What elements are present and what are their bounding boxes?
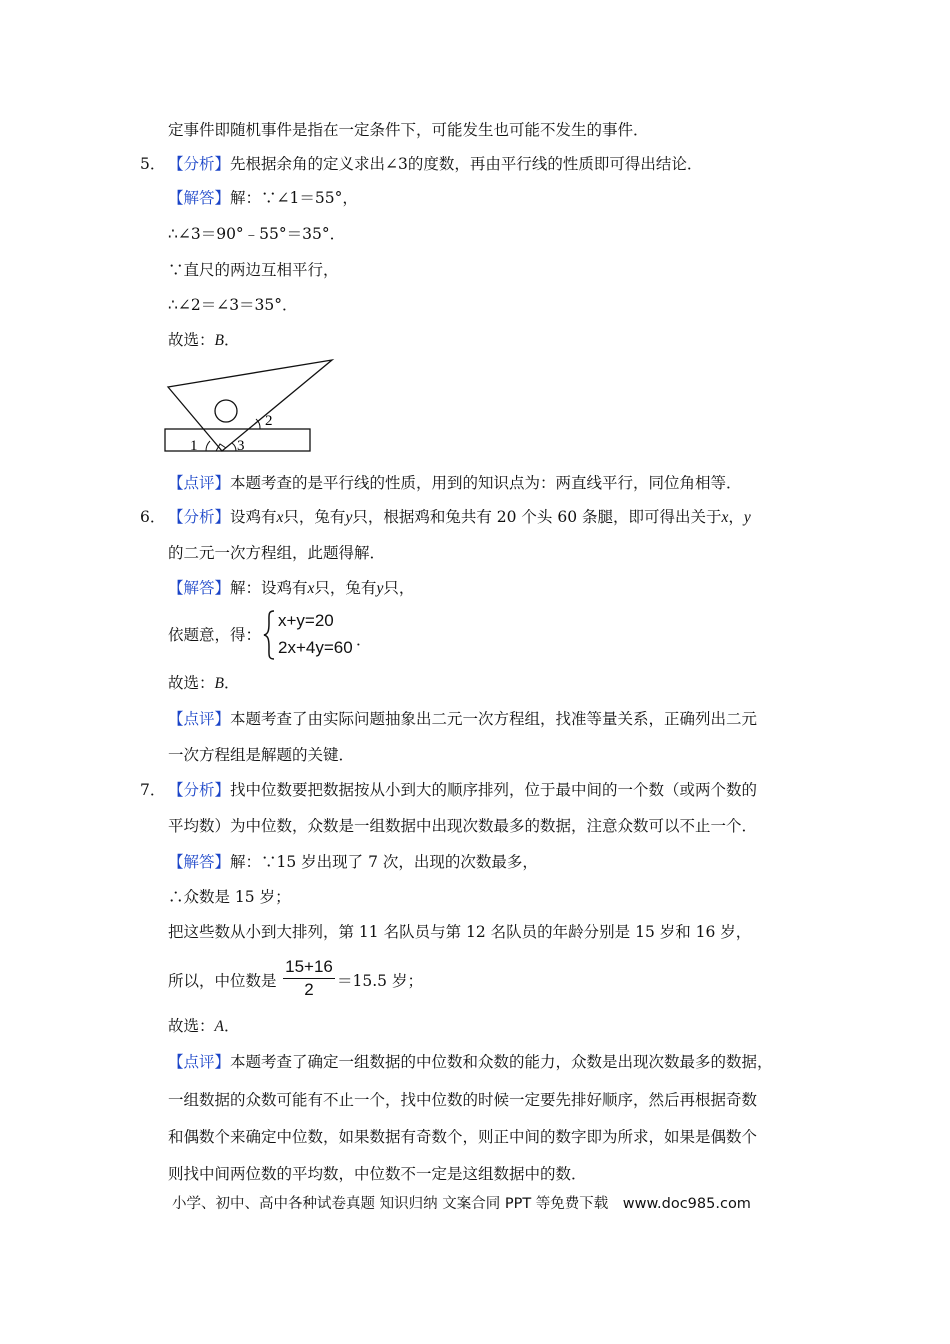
equation-2: 2x+4y=60 (278, 638, 353, 657)
footer-download-note: 小学、初中、高中各种试卷真题 知识归纳 文案合同 PPT 等免费下载 www.doc985.com (172, 1196, 751, 1212)
q6-system-prefix: 依题意，得： (168, 626, 262, 644)
var-y: y (743, 509, 751, 526)
analysis-tag: 【分析】 (168, 155, 231, 173)
q7-review-line-3: 和偶数个来确定中位数，如果数据有奇数个，则正中间的数字即为所求，如果是偶数个 (168, 1128, 758, 1146)
answer-tag: 【解答】 (168, 189, 231, 207)
q7-answer-prefix: 所以，中位数是 (168, 972, 277, 990)
equation-1: x+y=20 (278, 611, 334, 630)
q7-answer-suffix: ＝15.5 岁； (337, 972, 423, 990)
q5-answer-text-1: 解：∵∠1＝55°， (230, 189, 358, 207)
q5-analysis (168, 154, 702, 174)
text: 只，兔有 (283, 508, 346, 526)
label-angle-3: 3 (237, 438, 245, 454)
q7-review-line-1 (168, 1052, 773, 1072)
q5-answer-line-2: ∴∠3＝90°﹣55°＝35°． (168, 225, 346, 243)
analysis-tag: 【分析】 (168, 508, 231, 526)
fraction-denominator: 2 (304, 980, 314, 999)
choice-letter: B (214, 332, 224, 349)
fraction-numerator: 15+16 (285, 957, 333, 976)
text: 本题考查了确定一组数据的中位数和众数的能力，众数是出现次数最多的数据， (230, 1053, 773, 1071)
label-angle-2: 2 (265, 413, 273, 429)
fraction-bar (283, 978, 335, 979)
triangle-hole (215, 400, 237, 422)
left-brace-icon (262, 609, 276, 661)
angle-3-arc (232, 443, 236, 451)
choice-letter: B (214, 675, 224, 692)
q7-answer-line-2: ∴众数是 15 岁； (168, 888, 291, 906)
q5-answer-line-4: ∴∠2＝∠3＝35°． (168, 296, 298, 314)
q6-choice (168, 673, 240, 694)
label-angle-1: 1 (190, 438, 198, 454)
var-x: x (307, 580, 315, 597)
review-tag: 【点评】 (168, 710, 231, 728)
var-x: x (276, 509, 284, 526)
q6-analysis-line-2: 的二元一次方程组，此题得解． (168, 544, 386, 562)
q5-choice (168, 330, 240, 351)
q5-review (168, 473, 742, 493)
text: ， (728, 508, 744, 526)
q5-answer-line-1 (168, 188, 358, 208)
choice-prefix: 故选： (168, 674, 215, 692)
choice-suffix: ． (223, 674, 240, 692)
var-y: y (376, 580, 384, 597)
q7-answer-line-3: 把这些数从小到大排列，第 11 名队员与第 12 名队员的年龄分别是 15 岁和 16 岁， (168, 923, 752, 941)
q6-number: 6． (140, 508, 166, 526)
q5-analysis-text: 先根据余角的定义求出∠3的度数，再由平行线的性质即可得出结论． (230, 155, 703, 173)
text: 解：∵15 岁出现了 7 次，出现的次数最多， (230, 853, 538, 871)
q6-review-line-2: 一次方程组是解题的关键． (168, 746, 355, 764)
q7-number: 7． (140, 781, 166, 799)
var-x: x (721, 509, 729, 526)
var-y: y (345, 509, 353, 526)
text: 本题考查了由实际问题抽象出二元一次方程组，找准等量关系，正确列出二元 (230, 710, 758, 728)
analysis-tag: 【分析】 (168, 781, 231, 799)
q7-choice (168, 1016, 240, 1037)
triangle-ruler-figure (160, 355, 340, 455)
q5-review-text: 本题考查的是平行线的性质，用到的知识点为：两直线平行，同位角相等． (230, 474, 742, 492)
review-tag: 【点评】 (168, 474, 231, 492)
text: 设鸡有 (230, 508, 277, 526)
q4-tail-text: 定事件即随机事件是指在一定条件下，可能发生也可能不发生的事件． (168, 121, 649, 139)
median-fraction (283, 957, 335, 1000)
text: 只，兔有 (314, 579, 377, 597)
answer-tag: 【解答】 (168, 853, 231, 871)
text: 只，根据鸡和兔共有 20 个头 60 条腿，即可得出关于 (352, 508, 722, 526)
angle-1-arc (206, 441, 210, 451)
q7-analysis-line-1 (168, 780, 757, 800)
q6-answer-line-1 (168, 578, 414, 599)
q5-number: 5． (140, 155, 166, 173)
q5-answer-line-3: ∵直尺的两边互相平行， (168, 261, 339, 279)
choice-letter: A (214, 1018, 224, 1035)
q6-analysis-line-1 (168, 507, 751, 528)
review-tag: 【点评】 (168, 1053, 231, 1071)
q7-review-line-2: 一组数据的众数可能有不止一个，找中位数的时候一定要先排好顺序，然后再根据奇数 (168, 1091, 758, 1109)
choice-suffix: ． (223, 1017, 240, 1035)
choice-suffix: ． (223, 331, 240, 349)
q6-review-line-1 (168, 709, 757, 729)
q7-answer-line-1 (168, 852, 538, 872)
answer-tag: 【解答】 (168, 579, 231, 597)
text: 解：设鸡有 (230, 579, 308, 597)
text: 找中位数要把数据按从小到大的顺序排列，位于最中间的一个数（或两个数的 (230, 781, 758, 799)
q7-review-line-4: 则找中间两位数的平均数，中位数不一定是这组数据中的数． (168, 1165, 587, 1183)
text: 只， (383, 579, 415, 597)
choice-prefix: 故选： (168, 1017, 215, 1035)
q7-analysis-line-2: 平均数）为中位数，众数是一组数据中出现次数最多的数据，注意众数可以不止一个． (168, 817, 758, 835)
system-suffix: ． (356, 631, 372, 649)
choice-prefix: 故选： (168, 331, 215, 349)
